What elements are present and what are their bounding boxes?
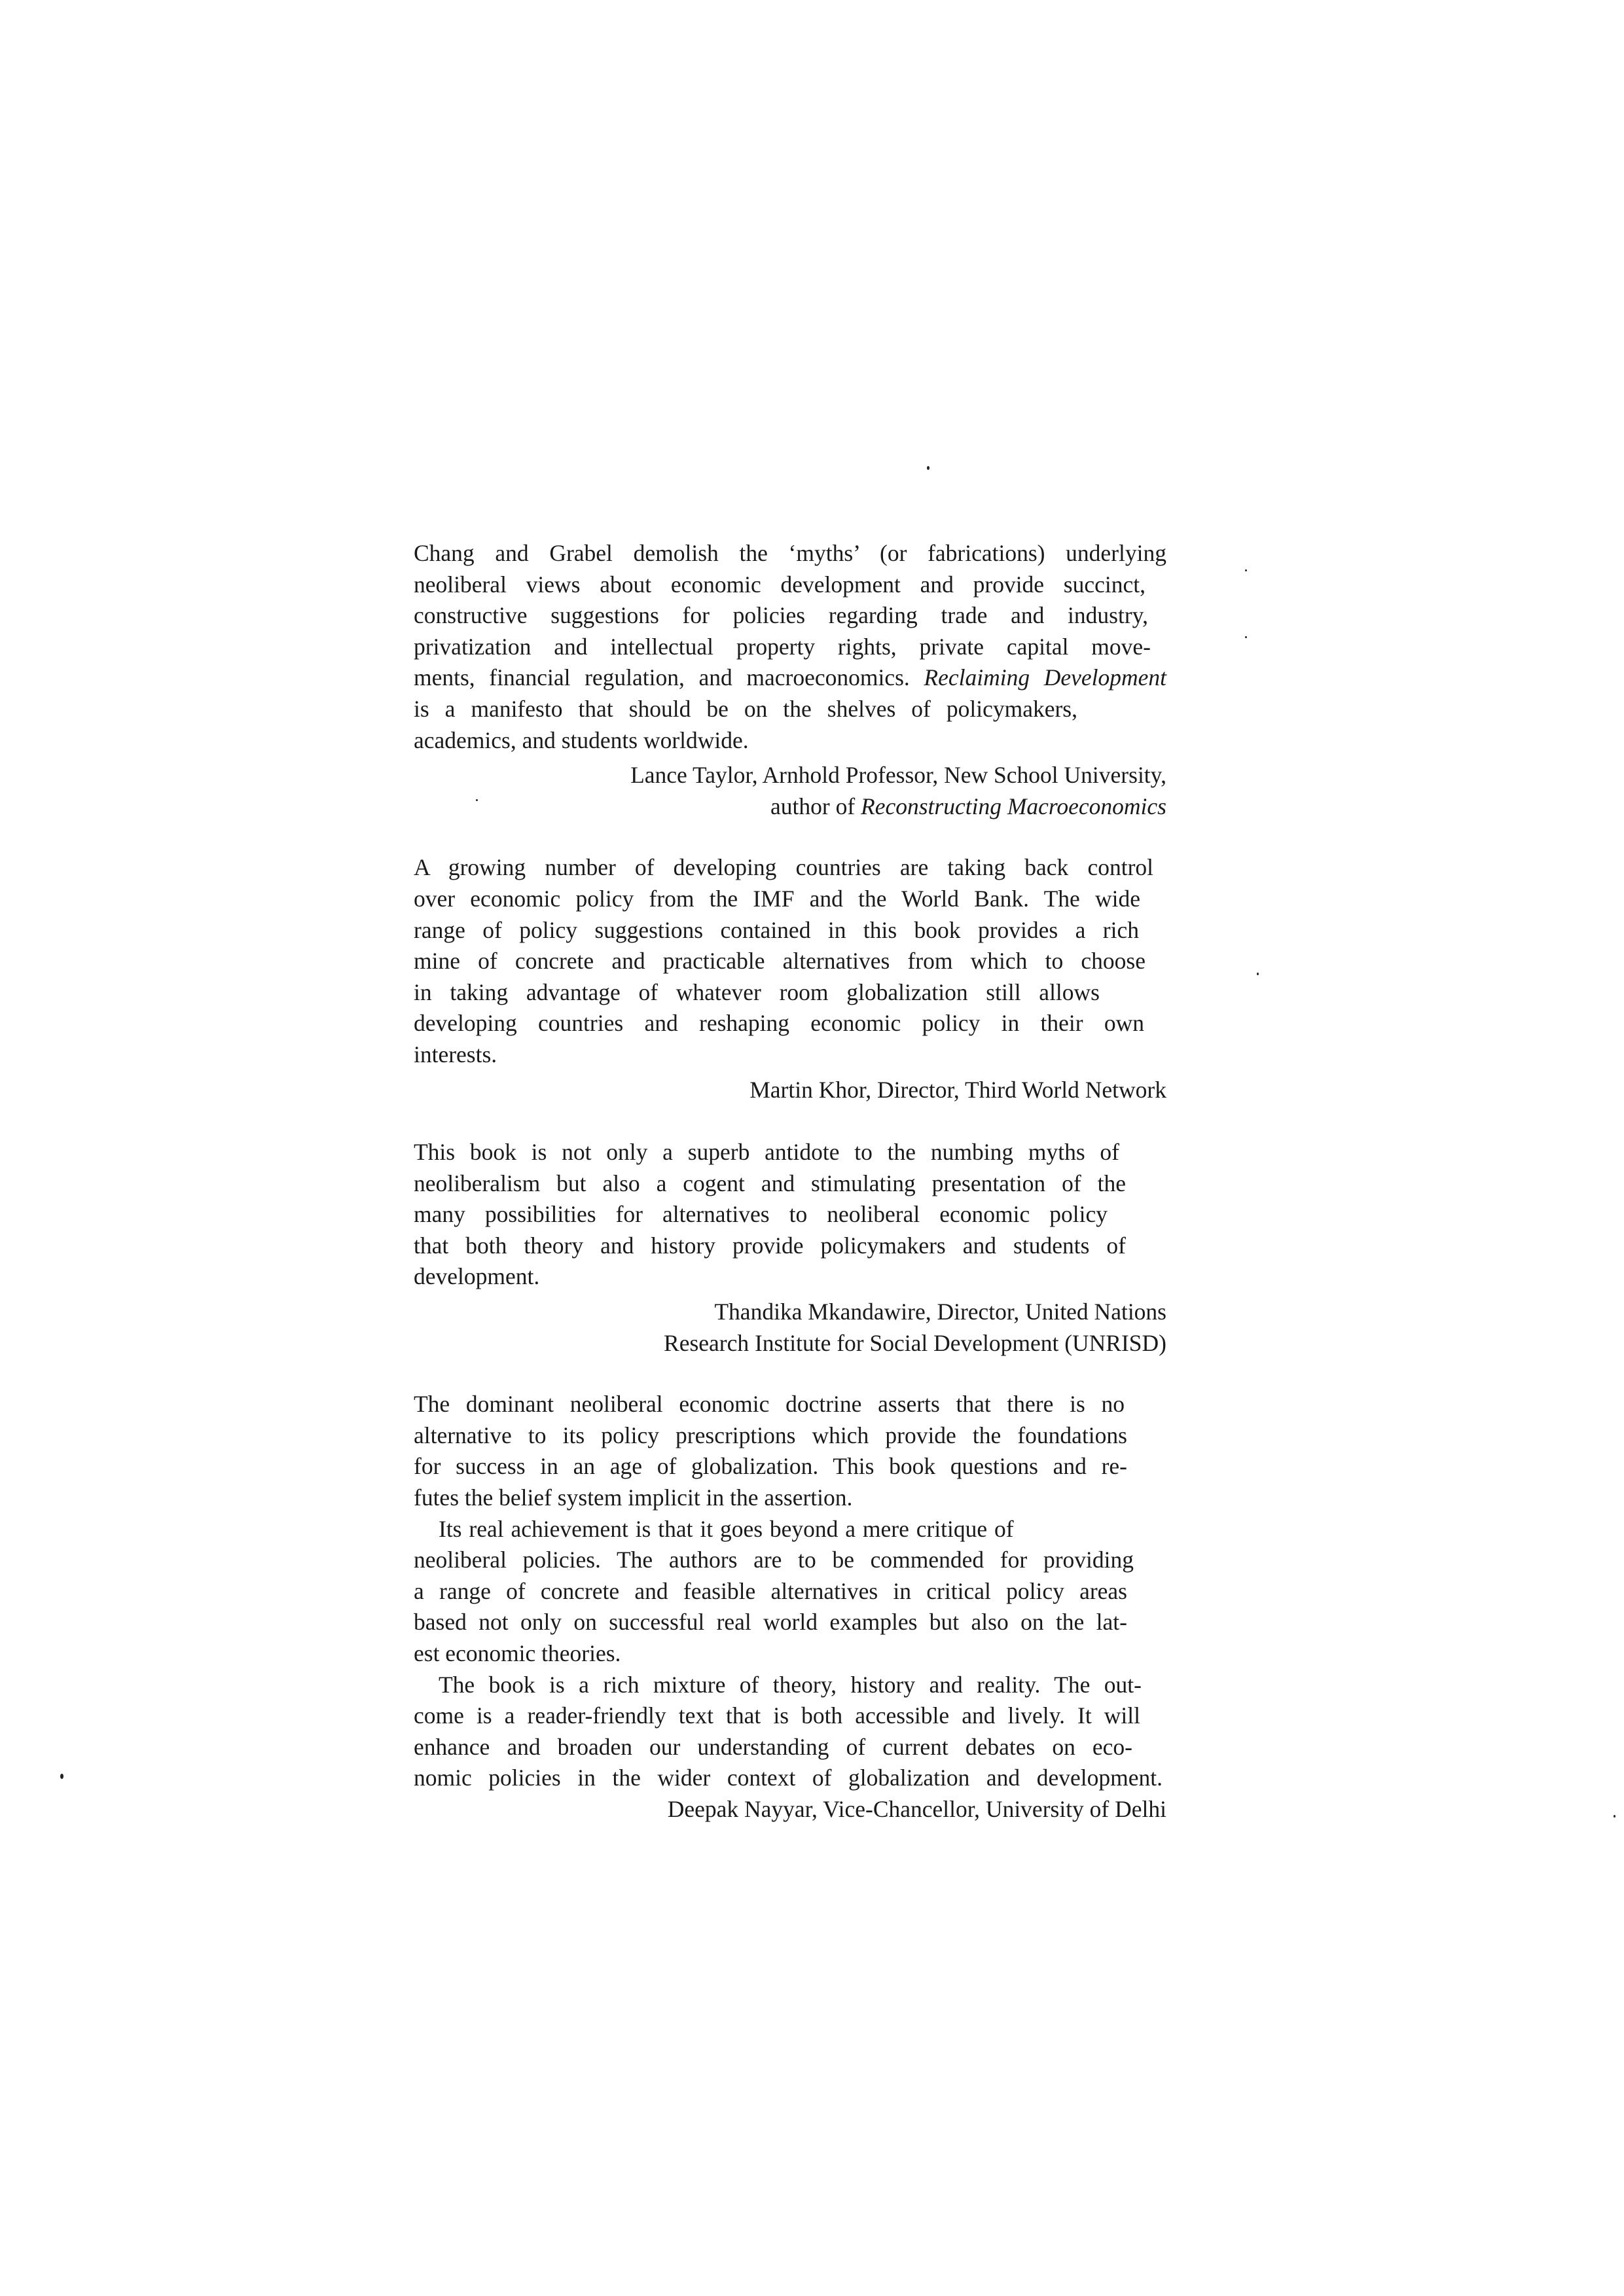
text-line: mine of concrete and practicable alternatives from which to choose xyxy=(414,948,1146,975)
attribution-line: Deepak Nayyar, Vice-Chancellor, University of Delhi xyxy=(667,1795,1166,1822)
attribution-line xyxy=(414,791,1166,823)
endorsement-text xyxy=(414,852,1166,1070)
endorsement-taylor xyxy=(414,538,1166,822)
endorsement-paragraph xyxy=(414,1670,1166,1794)
attribution-fragment: author of xyxy=(770,793,856,819)
text-line: development. xyxy=(414,1263,540,1290)
endorsement-attribution xyxy=(414,1075,1166,1106)
endorsements xyxy=(414,538,1166,1825)
text-line: neoliberal views about economic development and provide succinct, xyxy=(414,571,1146,598)
endorsement-paragraph xyxy=(414,1514,1166,1670)
endorsement-paragraph xyxy=(414,1389,1166,1513)
endorsement-attribution xyxy=(414,760,1166,822)
text-line: developing countries and reshaping economic policy in their own xyxy=(414,1010,1144,1037)
scan-speck xyxy=(1257,973,1259,975)
text-line xyxy=(414,662,1166,694)
text-line: futes the belief system implicit in the assertion. xyxy=(414,1484,853,1511)
endorsement-attribution xyxy=(414,1794,1166,1825)
attribution-line: Thandika Mkandawire, Director, United Nations xyxy=(714,1299,1166,1325)
attribution-line: Research Institute for Social Development (UNRISD) xyxy=(664,1329,1166,1356)
text-line: constructive suggestions for policies regarding trade and industry, xyxy=(414,602,1148,629)
text-line: Chang and Grabel demolish the ‘myths’ (or fabrications) underlying xyxy=(414,540,1166,566)
endorsement-nayyar xyxy=(414,1389,1166,1825)
scan-speck xyxy=(1614,1815,1615,1818)
endorsement-text xyxy=(414,538,1166,756)
text-line: enhance and broaden our understanding of current debates on eco- xyxy=(414,1733,1132,1760)
text-line: nomic policies in the wider context of globalization and development. xyxy=(414,1765,1163,1791)
scan-speck xyxy=(1245,569,1247,571)
text-line: The dominant neoliberal economic doctrine asserts that there is no xyxy=(414,1391,1125,1418)
text-line: This book is not only a superb antidote to the numbing myths of xyxy=(414,1139,1119,1166)
text-fragment: ments, financial regulation, and macroeconomics. xyxy=(414,664,910,691)
endorsement-khor xyxy=(414,852,1166,1105)
text-line: Its real achievement is that it goes beyond a mere critique of xyxy=(439,1515,1014,1542)
book-title: Reclaiming Development xyxy=(924,664,1166,691)
endorsement-text xyxy=(414,1137,1166,1293)
text-line: over economic policy from the IMF and the World Bank. The wide xyxy=(414,885,1140,912)
text-line: alternative to its policy prescriptions which provide the foundations xyxy=(414,1422,1127,1448)
text-line: many possibilities for alternatives to neoliberal economic policy xyxy=(414,1201,1108,1228)
text-line: interests. xyxy=(414,1041,497,1067)
text-line: academics, and students worldwide. xyxy=(414,726,749,753)
text-line: for success in an age of globalization. This book questions and re- xyxy=(414,1453,1127,1480)
text-line: range of policy suggestions contained in this book provides a rich xyxy=(414,916,1139,943)
text-line: in taking advantage of whatever room globalization still allows xyxy=(414,978,1100,1005)
attribution-line: Lance Taylor, Arnhold Professor, New School University, xyxy=(630,762,1166,789)
text-line: neoliberalism but also a cogent and stimulating presentation of the xyxy=(414,1170,1126,1196)
scan-speck xyxy=(60,1774,63,1779)
text-line: A growing number of developing countries are taking back control xyxy=(414,854,1153,881)
endorsement-attribution xyxy=(414,1297,1166,1359)
attribution-line: Martin Khor, Director, Third World Network xyxy=(749,1076,1166,1103)
text-line: est economic theories. xyxy=(414,1640,621,1666)
endorsement-mkandawire xyxy=(414,1137,1166,1359)
book-title: Reconstructing Macroeconomics xyxy=(861,793,1166,819)
text-line: come is a reader-friendly text that is both accessible and lively. It will xyxy=(414,1702,1140,1729)
text-line: a range of concrete and feasible alternatives in critical policy areas xyxy=(414,1577,1127,1604)
scan-speck xyxy=(927,466,929,470)
text-line: The book is a rich mixture of theory, history and reality. The out- xyxy=(439,1671,1142,1698)
text-line: is a manifesto that should be on the shelves of policymakers, xyxy=(414,695,1077,722)
text-line: based not only on successful real world examples but also on the lat- xyxy=(414,1609,1127,1636)
text-line: that both theory and history provide policymakers and students of xyxy=(414,1232,1126,1259)
text-line: neoliberal policies. The authors are to be commended for providing xyxy=(414,1547,1134,1573)
text-line: privatization and intellectual property rights, private capital move- xyxy=(414,633,1151,660)
scan-speck xyxy=(1245,636,1247,638)
